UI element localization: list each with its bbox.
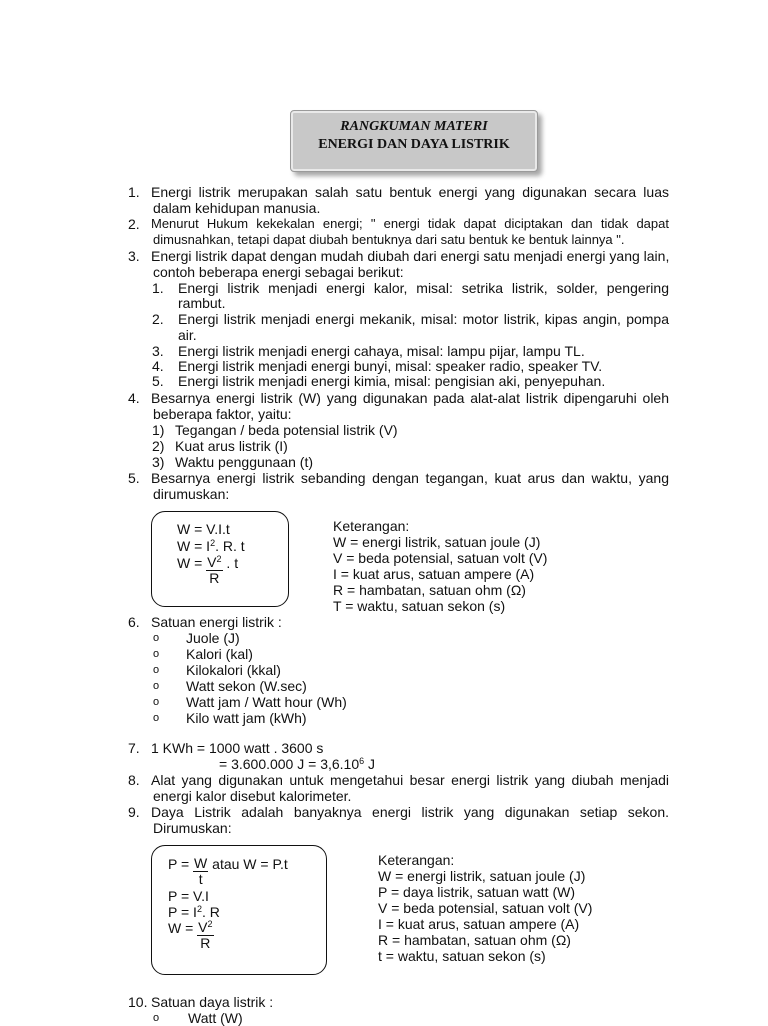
item-7-number: 7. bbox=[128, 740, 140, 756]
power-unit-item: Watt (W) bbox=[188, 1010, 243, 1026]
item-8-line-2: energi kalor disebut kalorimeter. bbox=[153, 788, 352, 804]
legend-2-line-5: R = hambatan, satuan ohm (Ω) bbox=[378, 932, 571, 948]
item-10-text: Satuan daya listrik : bbox=[151, 994, 274, 1010]
bullet-icon: o bbox=[153, 664, 160, 676]
item-3-sub-3-number: 3. bbox=[152, 343, 164, 359]
item-7-line-2: = 3.600.000 $J = 3,6.10^6$ J bbox=[219, 756, 376, 772]
formula-2-line-4: W = $\frac{V^2}{R}$ bbox=[168, 919, 213, 951]
item-4-sub-3-number: 3) bbox=[152, 454, 165, 470]
unit-item: Watt jam / Watt hour (Wh) bbox=[186, 694, 347, 710]
unit-item: Juole (J) bbox=[186, 630, 240, 646]
item-4-number: 4. bbox=[128, 390, 140, 406]
legend-2-title: Keterangan: bbox=[378, 852, 455, 868]
formula-1-line-1: W = V.I.t bbox=[177, 521, 230, 537]
item-3-number: 3. bbox=[128, 248, 140, 264]
item-3-sub-4-number: 4. bbox=[152, 358, 164, 374]
formula-1-fraction: $\frac{V^2}{R}$ bbox=[207, 554, 222, 586]
legend-1-line-4: R = hambatan, satuan ohm (Ω) bbox=[333, 582, 526, 598]
item-5-line-2: dirumuskan: bbox=[153, 486, 230, 502]
title-box bbox=[290, 110, 538, 172]
item-8-line-1: Alat yang digunakan untuk mengetahui besar energi listrik yang diubah menjadi bbox=[151, 772, 669, 788]
item-3-sub-5-text: Energi listrik menjadi energi kimia, misal: pengisian aki, penyepuhan. bbox=[178, 373, 606, 389]
item-1-line-1: Energi listrik merupakan salah satu bentuk energi yang digunakan secara luas bbox=[151, 184, 669, 200]
item-4-line-2: beberapa faktor, yaitu: bbox=[153, 406, 292, 422]
item-4-sub-2-text: Kuat arus listrik (I) bbox=[175, 438, 288, 454]
item-3-sub-2-number: 2. bbox=[152, 311, 164, 327]
item-3-sub-1-line-1: Energi listrik menjadi energi kalor, misal: setrika listrik, solder, pengering bbox=[178, 280, 669, 296]
item-3-sub-3-text: Energi listrik menjadi energi cahaya, misal: lampu pijar, lampu TL. bbox=[178, 343, 585, 359]
item-8-number: 8. bbox=[128, 772, 140, 788]
item-4-sub-1-text: Tegangan / beda potensial listrik (V) bbox=[175, 422, 398, 438]
item-3-sub-1-number: 1. bbox=[152, 280, 164, 296]
formula-1-line-2: $W = I^2$. R. t bbox=[177, 538, 245, 554]
item-4-sub-1-number: 1) bbox=[152, 422, 165, 438]
item-3-sub-1-line-2: rambut. bbox=[178, 295, 226, 311]
item-4-sub-2-number: 2) bbox=[152, 438, 165, 454]
title-line-1: RANGKUMAN MATERI bbox=[340, 119, 488, 134]
legend-2-line-6: t = waktu, satuan sekon (s) bbox=[378, 948, 546, 964]
item-1-line-2: dalam kehidupan manusia. bbox=[153, 200, 321, 216]
legend-2-line-1: W = energi listrik, satuan joule (J) bbox=[378, 868, 586, 884]
item-4-sub-3-text: Waktu penggunaan (t) bbox=[175, 454, 314, 470]
bullet-icon: o bbox=[153, 648, 160, 660]
unit-item: Watt sekon (W.sec) bbox=[186, 678, 307, 694]
item-5-number: 5. bbox=[128, 470, 140, 486]
legend-1-title: Keterangan: bbox=[333, 518, 410, 534]
item-2-number: 2. bbox=[128, 216, 140, 232]
formula-2-line-2: P = V.I bbox=[168, 888, 209, 904]
item-4-line-1: Besarnya energi listrik (W) yang digunakan pada alat-alat listrik dipengaruhi oleh bbox=[151, 390, 669, 406]
bullet-icon: o bbox=[153, 632, 160, 644]
bullet-icon: o bbox=[153, 680, 160, 692]
legend-1-line-1: W = energi listrik, satuan joule (J) bbox=[333, 534, 541, 550]
item-3-line-2: contoh beberapa energi sebagai berikut: bbox=[153, 264, 404, 280]
item-6-text: Satuan energi listrik : bbox=[151, 614, 282, 630]
legend-2-line-4: I = kuat arus, satuan ampere (A) bbox=[378, 916, 580, 932]
item-1-number: 1. bbox=[128, 184, 140, 200]
bullet-icon: o bbox=[153, 1012, 160, 1024]
item-3-sub-5-number: 5. bbox=[152, 373, 164, 389]
item-10-number: 10. bbox=[128, 994, 148, 1010]
legend-2-line-2: P = daya listrik, satuan watt (W) bbox=[378, 884, 575, 900]
formula-2-fraction-2: $\frac{V^2}{R}$ bbox=[198, 919, 213, 951]
legend-1-line-2: V = beda potensial, satuan volt (V) bbox=[333, 550, 548, 566]
legend-2-line-3: V = beda potensial, satuan volt (V) bbox=[378, 900, 593, 916]
formula-2-fraction-1: $\frac{W}{t}$ bbox=[194, 855, 208, 887]
item-2-line-2: dimusnahkan, tetapi dapat diubah bentuknya dari satu bentuk ke bentuk lainnya ". bbox=[153, 232, 625, 247]
item-3-sub-4-text: Energi listrik menjadi energi bunyi, misal: speaker radio, speaker TV. bbox=[178, 358, 603, 374]
item-3-sub-2-line-2: air. bbox=[178, 327, 197, 343]
item-7-line-1: 1 KWh = 1000 watt . 3600 s bbox=[151, 740, 324, 756]
unit-item: Kilokalori (kkal) bbox=[186, 662, 281, 678]
formula-2-line-3: $P = I^2$. R bbox=[168, 904, 220, 920]
item-3-sub-2-line-1: Energi listrik menjadi energi mekanik, misal: motor listrik, kipas angin, pompa bbox=[178, 311, 669, 327]
item-9-number: 9. bbox=[128, 804, 140, 820]
item-9-line-2: Dirumuskan: bbox=[153, 820, 232, 836]
bullet-icon: o bbox=[153, 696, 160, 708]
item-2-line-1: Menurut Hukum kekekalan energi; " energi tidak dapat diciptakan dan tidak dapat bbox=[151, 216, 669, 231]
unit-item: Kalori (kal) bbox=[186, 646, 253, 662]
formula-1-line-3: W = $\frac{V^2}{R}$ . t bbox=[177, 554, 239, 586]
title-line-2: ENERGI DAN DAYA LISTRIK bbox=[318, 137, 510, 152]
item-5-line-1: Besarnya energi listrik sebanding dengan tegangan, kuat arus dan waktu, yang bbox=[151, 470, 669, 486]
unit-item: Kilo watt jam (kWh) bbox=[186, 710, 307, 726]
item-9-line-1: Daya Listrik adalah banyaknya energi listrik yang digunakan setiap sekon. bbox=[151, 804, 669, 820]
item-3-line-1: Energi listrik dapat dengan mudah diubah dari energi satu menjadi energi yang lain, bbox=[151, 248, 670, 264]
item-6-number: 6. bbox=[128, 614, 140, 630]
formula-2-line-1: P = $\frac{W}{t}$ atau W = P.t bbox=[168, 855, 288, 887]
bullet-icon: o bbox=[153, 712, 160, 724]
legend-1-line-3: I = kuat arus, satuan ampere (A) bbox=[333, 566, 535, 582]
legend-1-line-5: T = waktu, satuan sekon (s) bbox=[333, 598, 506, 614]
